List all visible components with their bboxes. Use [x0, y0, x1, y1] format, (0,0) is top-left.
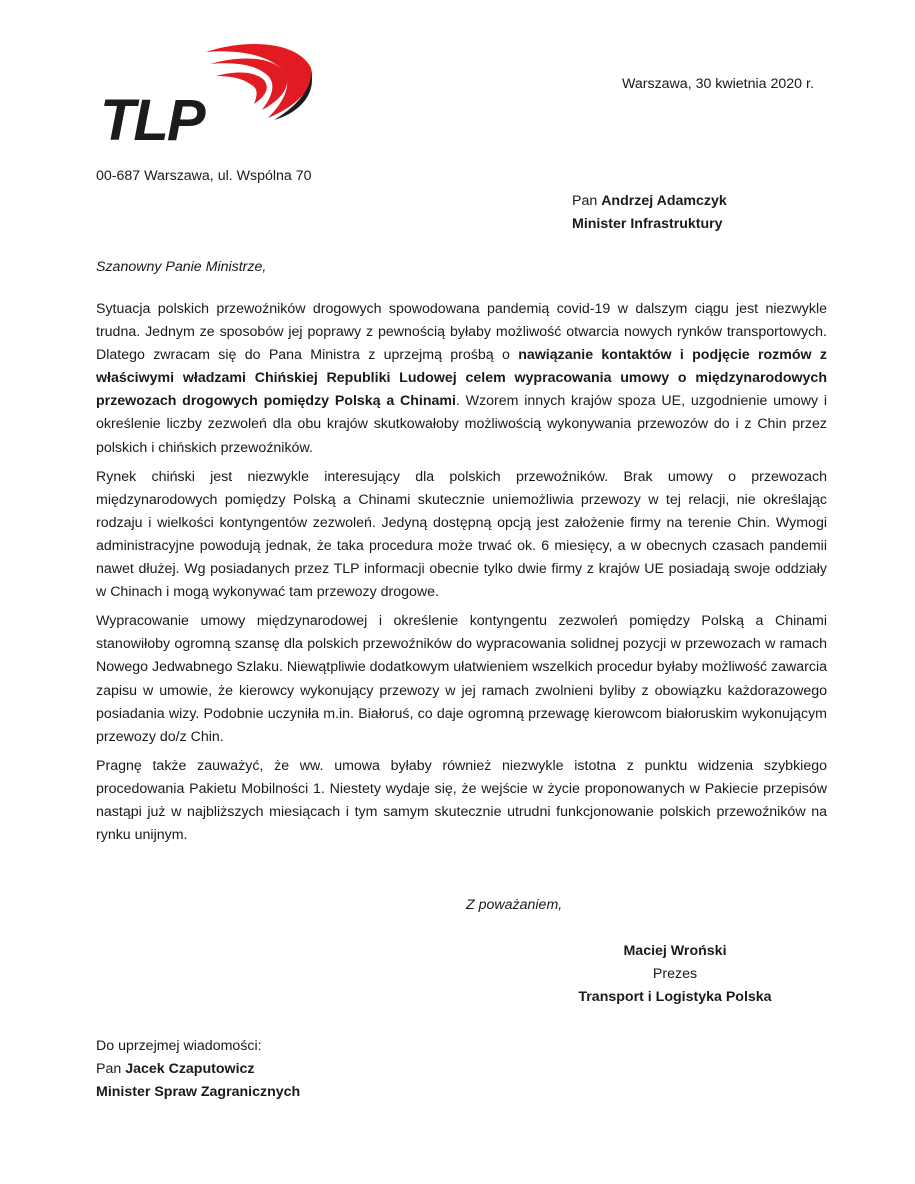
signature-block — [578, 940, 772, 1009]
recipient-name: Andrzej Adamczyk — [601, 193, 727, 209]
tlp-logo-graphic — [98, 38, 314, 144]
cc-label: Do uprzejmej wiadomości: — [96, 1038, 262, 1054]
closing: Z poważaniem, — [466, 897, 563, 913]
letter-body — [96, 298, 827, 853]
paragraph-1 — [96, 298, 827, 460]
tlp-logo — [98, 38, 314, 144]
paragraph-4: Pragnę także zauważyć, że ww. umowa byłaby również niezwykle istotna z punktu widzenia szybkiego procedowania Pakietu Mobilności 1. Niestety wydaje się, że wejście w życie proponowanych w Pakiecie przepisów nastąpi już w najbliższych miesiącach i tym samym skutecznie utrudni funkcjonowanie polskich przewoźników na rynku unijnym. — [96, 757, 827, 844]
cc-title: Minister Spraw Zagranicznych — [96, 1084, 301, 1100]
cc-prefix: Pan — [96, 1061, 126, 1077]
paragraph-2: Rynek chiński jest niezwykle interesujący dla polskich przewoźników. Brak umowy o przewozach międzynarodowych pomiędzy Polską a Chinami skutecznie uniemożliwia przewozy w tej relacji, nie określając rodzaju i wielkości kontyngentów zezwoleń. Jedyną dostępną opcją jest założenie firmy na terenie Chin. Wymogi administracyjne powodują jednak, że taka procedura może trwać ok. 6 miesięcy, a w obecnych czasach pandemii nawet dłużej. Wg posiadanych przez TLP informacji obecnie tylko dwie firmy z krajów UE posiadają swoje oddziały w Chinach i mogą wykonywać tam przewozy drogowe. — [96, 468, 827, 601]
paragraph-1-text-b: . Wzorem innych krajów spoza UE, uzgodnienie umowy i określenie liczby zezwoleń dla obu krajów skutkowałoby możliwością wykonywania przewozów do i z Chin przez polskich i chińskich przewoźników. — [96, 393, 827, 456]
salutation: Szanowny Panie Ministrze, — [96, 259, 267, 275]
recipient-title: Minister Infrastruktury — [572, 216, 723, 232]
signer-organization: Transport i Logistyka Polska — [578, 989, 772, 1005]
recipient-prefix: Pan — [572, 193, 602, 209]
paragraph-1-bold: nawiązanie kontaktów i podjęcie rozmów z właściwymi władzami Chińskiej Republiki Ludowej celem wypracowania umowy o międzynarodowych przewozach drogowych pomiędzy Polską a Chinami — [96, 347, 827, 410]
recipient-block — [572, 190, 727, 236]
paragraph-1-text-a: Sytuacja polskich przewoźników drogowych spowodowana pandemią covid-19 w dalszym ciągu jest niezwykle trudna. Jednym ze sposobów jej poprawy z pewnością byłaby możliwość otwarcia nowych rynków transportowych. Dlatego zwracam się do Pana Ministra z uprzejmą prośbą o — [96, 301, 827, 364]
logo-text: TLP — [100, 88, 204, 144]
cc-name: Jacek Czaputowicz — [125, 1061, 255, 1077]
cc-block — [96, 1035, 300, 1104]
recipient-name-line — [572, 190, 727, 213]
letter-date: Warszawa, 30 kwietnia 2020 r. — [622, 76, 814, 92]
sender-address: 00-687 Warszawa, ul. Wspólna 70 — [96, 168, 312, 184]
signer-name: Maciej Wroński — [623, 943, 727, 959]
signer-role: Prezes — [652, 966, 698, 982]
paragraph-3: Wypracowanie umowy międzynarodowej i określenie kontyngentu zezwoleń pomiędzy Polską a Chinami stanowiłoby ogromną szansę dla polskich przewoźników do wypracowania solidnej pozycji w przewozach w ramach Nowego Jedwabnego Szlaku. Niewątpliwie dodatkowym ułatwieniem wszelkich procedur byłaby możliwość zawarcia zapisu w umowie, że kierowcy wykonujący przewozy w jej ramach zwolnieni byliby z obowiązku każdorazowego posiadania wizy. Podobnie uczyniła m.in. Białoruś, co daje ogromną przewagę kierowcom białoruskim wykonującym przewozy do/z Chin. — [96, 613, 827, 745]
cc-name-line — [96, 1058, 300, 1081]
